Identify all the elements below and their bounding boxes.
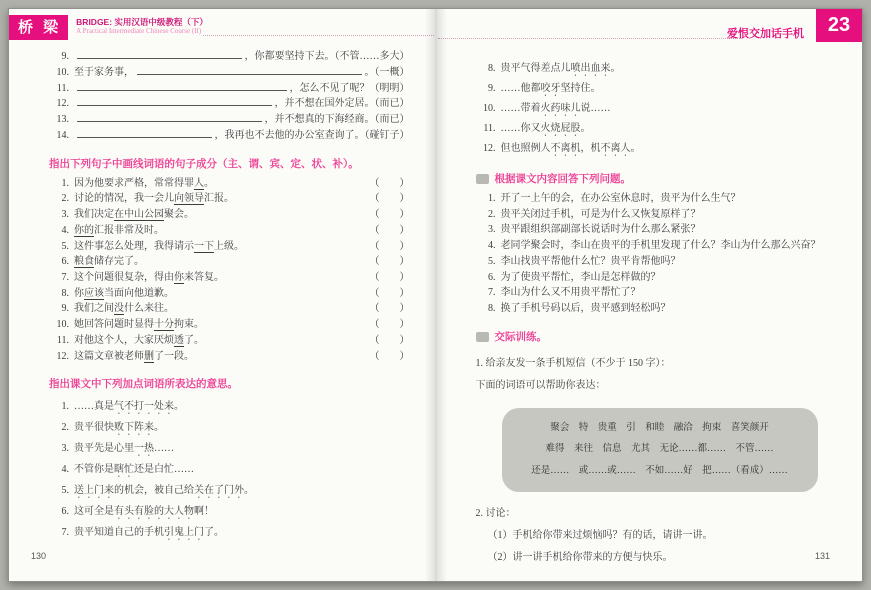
plain-text: 因为他要求严格，常常得罪 (74, 177, 194, 189)
plain-text: 我们决定 (74, 209, 114, 221)
plain-text: 说…… (580, 103, 611, 114)
plain-text: 了一段。 (154, 350, 194, 362)
plain-text: 你 (74, 287, 84, 299)
exercise-item (49, 349, 410, 365)
dotted-phrase: 火药味儿 (540, 103, 581, 114)
plain-text: ……他都 (500, 83, 541, 94)
task1-hint: 下面的词语可以帮助你表达： (475, 379, 606, 391)
dotted-phrase: 火烧屁股 (540, 123, 581, 134)
sentence-component-list (49, 176, 410, 364)
dotted-phrase: 不离机 (550, 143, 581, 154)
item-number: 12. (56, 350, 69, 362)
plain-text: 了。 (184, 334, 204, 346)
exercise-item (49, 81, 410, 97)
item-text: ，怎么不见了呢？（明明） (289, 82, 410, 94)
answer-bracket: （ ） (369, 303, 410, 315)
plain-text: 还是白忙…… (134, 464, 194, 476)
item-text (74, 417, 164, 438)
series-subtitle-row (76, 27, 435, 36)
page-right (436, 9, 863, 581)
plain-text: 但也照例人 (500, 143, 551, 154)
plain-text: 讨论的情况，我一会儿 (74, 193, 174, 205)
item-text (501, 99, 611, 119)
underlined-phrase: 没 (114, 303, 124, 315)
item-number: 8. (488, 63, 496, 74)
exercise-item (49, 301, 410, 317)
plain-text: 这篇文章被老师 (74, 350, 144, 362)
underlined-phrase: 你的 (74, 224, 94, 236)
fill-in-blank (77, 90, 287, 91)
underlined-phrase: 在中山公园 (114, 209, 164, 221)
exercise-item (49, 239, 410, 255)
underlined-phrase: 一下 (194, 240, 214, 252)
vocabulary-line: 难得 来往 信息 尤其 无论……都…… 不管…… (545, 444, 774, 455)
question-text: 开了一上午的会，在办公室休息时，贵平为什么生气？ (500, 193, 741, 204)
exercise-item (476, 79, 841, 99)
item-number: 7. (488, 287, 496, 299)
comprehension-question-list (476, 191, 841, 317)
exercise-item (476, 191, 841, 207)
plain-text: 这个问题很复杂，得由 (74, 272, 174, 283)
underlined-phrase: 人 (194, 177, 204, 189)
item-number: 11. (483, 123, 496, 134)
item-number: 1. (61, 401, 69, 413)
plain-text: 这件事怎么处理，我得请示 (74, 240, 194, 252)
answer-bracket: （ ） (369, 287, 410, 299)
exercise-item (49, 317, 410, 333)
item-text (74, 223, 362, 239)
plain-text: 。 (244, 485, 254, 497)
exercise-item (49, 459, 410, 480)
answer-bracket: （ ） (369, 256, 410, 268)
item-text (74, 317, 362, 333)
exercise-item (476, 254, 841, 270)
item-text: 。（一概） (364, 66, 410, 78)
answer-bracket: （ ） (369, 193, 410, 205)
underlined-phrase: 你 (174, 272, 184, 283)
item-text (74, 480, 254, 501)
plain-text: ……你又 (500, 123, 541, 134)
plain-text: 。 (580, 123, 591, 134)
exercise-item (49, 112, 410, 128)
exercise-item (49, 65, 410, 81)
task1-instruction: 1. 给亲友发一条手机短信（不少于 150 字）： (475, 357, 671, 369)
item-number: 6. (61, 256, 69, 268)
dotted-words-list (49, 396, 410, 543)
plain-text: 她回答问题时显得 (74, 319, 154, 331)
chapter-title: 爱恨交加话手机 (727, 28, 804, 40)
item-text (74, 396, 184, 417)
item-text (74, 239, 362, 255)
section-title-text: 交际训练。 (494, 330, 547, 343)
item-number: 4. (61, 464, 69, 476)
exercise-item (49, 128, 410, 144)
answer-bracket: （ ） (369, 240, 410, 252)
dotted-phrase: 喷出血来 (570, 63, 611, 74)
item-number: 4. (61, 224, 69, 236)
section-bullet-icon (476, 332, 489, 342)
exercise-item (476, 207, 841, 223)
exercise-item (49, 522, 410, 543)
vocabulary-line: 还是…… 或……或…… 不如……好 把……（看成）…… (531, 465, 788, 476)
exercise-item (49, 438, 410, 459)
fill-in-blank (77, 58, 242, 59)
exercise-item (49, 254, 410, 270)
brand-logo: 桥 梁 (9, 15, 68, 40)
answer-bracket: （ ） (369, 350, 410, 362)
vocabulary-line: 聚会 特 贵重 引 和睦 融洽 拘束 喜笑颜开 (550, 422, 769, 433)
item-text: ，我再也不去他的办公室查询了。（碰钉子） (214, 129, 410, 141)
item-number: 2. (488, 208, 496, 220)
item-text: 至于家务事， (74, 66, 134, 78)
item-text: ，你都要坚持下去。（不管……多大） (244, 51, 410, 62)
item-text (501, 119, 591, 139)
dotted-phrase: 瞎忙 (114, 464, 134, 476)
item-text (501, 59, 621, 79)
plain-text: 贵平气得差点儿 (500, 63, 571, 74)
item-number: 5. (488, 255, 496, 267)
plain-text: 来答复。 (184, 272, 224, 283)
exercise-item (49, 207, 410, 223)
item-text (74, 459, 194, 480)
section-title-text: 指出下列句子中画线词语的句子成分（主、谓、宾、定、状、补）。 (49, 157, 359, 170)
item-number: 12. (56, 98, 69, 110)
exercise-item (49, 176, 410, 192)
plain-text: 我们之间 (74, 303, 114, 315)
page-number-left: 130 (31, 551, 47, 561)
plain-text: 坚持住。 (560, 83, 601, 94)
plain-text: 什么来往。 (124, 303, 174, 315)
question-text: 为了使贵平帮忙，李山是怎样做的？ (500, 271, 661, 283)
plain-text: 拘束。 (174, 319, 204, 331)
item-number: 10. (483, 103, 496, 114)
answer-bracket: （ ） (369, 319, 410, 331)
item-number: 2. (61, 193, 69, 205)
dotted-phrase: 有头有脸的大人物 (114, 506, 194, 518)
item-number: 11. (56, 334, 69, 346)
plain-text: 的机会，被自己给 (114, 485, 194, 497)
item-number: 3. (61, 443, 69, 455)
item-number: 5. (61, 240, 69, 252)
exercise-item (49, 270, 410, 286)
answer-bracket: （ ） (369, 272, 410, 283)
dotted-words-list-continued (476, 59, 841, 159)
item-text (501, 139, 641, 159)
exercise-item (49, 96, 410, 112)
dotted-leader (203, 28, 433, 36)
item-number: 6. (61, 506, 69, 518)
fill-in-blank (137, 74, 362, 75)
item-text (74, 349, 362, 365)
question-text: 换了手机号码以后，贵平感到轻松吗？ (500, 302, 671, 314)
item-text (74, 254, 362, 270)
plain-text: 不管你是 (74, 464, 114, 476)
underlined-phrase: 应该 (84, 287, 104, 299)
item-number: 8. (488, 302, 496, 314)
item-text (74, 501, 214, 522)
question-text: 老同学聚会时，李山在贵平的手机里发现了什么？李山为什么那么兴奋？ (500, 240, 821, 252)
plain-text: 。 (174, 401, 184, 413)
plain-text: 了。 (204, 527, 224, 539)
answer-bracket: （ ） (369, 334, 410, 346)
exercise-item (476, 139, 841, 159)
exercise-item (476, 119, 841, 139)
item-text (74, 191, 362, 207)
plain-text: 贵平知道自己的手机 (74, 527, 164, 539)
plain-text: 汇报。 (204, 193, 234, 205)
item-number: 7. (61, 527, 69, 539)
item-number: 4. (488, 240, 496, 252)
fill-in-blank (77, 121, 262, 122)
plain-text: ，机 (580, 143, 601, 154)
exercise-item (49, 480, 410, 501)
exercise-item (476, 59, 841, 79)
item-text (74, 286, 362, 302)
item-text: ，并不想在国外定居。（而已） (274, 98, 410, 110)
plain-text: 。 (204, 177, 214, 189)
item-number: 7. (61, 272, 69, 283)
item-text (74, 207, 362, 223)
item-text: ，并不想真的下海经商。（而已） (264, 114, 410, 126)
section-title-text: 根据课文内容回答下列问题。 (494, 173, 631, 185)
item-number: 8. (61, 287, 69, 299)
question-text: 贵平跟组织部副部长说话时为什么那么紧张？ (500, 224, 701, 236)
item-number: 9. (61, 51, 69, 62)
item-text (74, 522, 224, 543)
section-title-text: 指出课文中下列加点词语所表达的意思。 (49, 378, 238, 391)
dotted-leader (438, 31, 743, 39)
item-text (74, 438, 174, 459)
plain-text: 对他这个人，大家厌烦 (74, 334, 174, 346)
plain-text: ……真是 (74, 401, 114, 413)
item-number: 1. (61, 177, 69, 189)
plain-text: 聚会。 (164, 209, 194, 221)
plain-text: 上级。 (214, 240, 244, 252)
plain-text: …… (154, 443, 174, 455)
item-number: 10. (56, 66, 69, 78)
dotted-phrase: 引鬼上门 (164, 527, 204, 539)
exercise-item (476, 238, 841, 254)
vocabulary-hint-box (502, 408, 818, 493)
page-left (9, 9, 436, 581)
exercise-item (49, 333, 410, 349)
right-page-content (436, 59, 863, 569)
item-number: 12. (483, 143, 496, 154)
chapter-number-badge: 23 (816, 9, 862, 42)
plain-text: 贵平先是心里 (74, 443, 134, 455)
plain-text: ……带着 (500, 103, 541, 114)
exercise-item (49, 417, 410, 438)
item-number: 6. (488, 271, 496, 283)
section-title-dotted (49, 377, 410, 391)
page-header-left (9, 9, 436, 40)
answer-bracket: （ ） (369, 209, 410, 221)
dotted-phrase: 关在了门外 (194, 485, 244, 497)
exercise-item (49, 501, 410, 522)
plain-text: 这可全是 (74, 506, 114, 518)
page-number-right: 131 (814, 551, 830, 561)
section-title-components (49, 157, 410, 171)
item-number: 3. (488, 224, 496, 236)
exercise-item (49, 191, 410, 207)
plain-text: 储存完了。 (94, 256, 144, 268)
underlined-phrase: 透 (174, 334, 184, 346)
task2-item-2: （2）讲一讲手机给你带来的方便与快乐。 (487, 552, 673, 564)
fill-in-blank (77, 137, 212, 138)
left-page-content (9, 49, 436, 543)
answer-bracket: （ ） (369, 177, 410, 189)
item-number: 9. (488, 83, 496, 94)
item-number: 9. (61, 303, 69, 315)
exercise-item (476, 222, 841, 238)
task2-item-1: （1）手机给你带来过烦恼吗？有的话，请讲一讲。 (487, 530, 713, 542)
dotted-phrase: 不离人 (600, 143, 631, 154)
plain-text: 。 (610, 63, 621, 74)
item-number: 1. (488, 193, 496, 204)
item-text (501, 79, 601, 99)
item-text (74, 333, 362, 349)
underlined-phrase: 粮食 (74, 256, 94, 268)
answer-bracket: （ ） (369, 224, 410, 236)
exercise-item (476, 285, 841, 301)
item-number: 10. (56, 319, 69, 331)
item-text (74, 270, 362, 286)
exercise-item (49, 286, 410, 302)
exercise-item (476, 99, 841, 119)
fill-in-blank (77, 105, 272, 106)
item-number: 3. (61, 209, 69, 221)
plain-text: 贵平很快 (74, 422, 114, 434)
question-text: 贵平关闭过手机，可是为什么又恢复原样了？ (500, 208, 701, 220)
dotted-phrase: 送上门来 (74, 485, 114, 497)
item-number: 2. (61, 422, 69, 434)
item-text (74, 176, 362, 192)
dotted-phrase: 一热 (134, 443, 154, 455)
exercise-item (49, 49, 410, 65)
plain-text: 。 (154, 422, 164, 434)
section-bullet-icon (476, 174, 489, 184)
plain-text: 汇报非常及时。 (94, 224, 164, 236)
question-text: 李山找贵平帮他什么忙？贵平肯帮他吗？ (500, 255, 681, 267)
question-text: 李山为什么又不用贵平帮忙了？ (500, 287, 641, 299)
underlined-phrase: 删 (144, 350, 154, 362)
exercise-item (49, 396, 410, 417)
dotted-phrase: 气不打一处来 (114, 401, 174, 413)
plain-text: 。 (630, 143, 641, 154)
series-info (76, 15, 435, 36)
page-header-right (436, 9, 863, 43)
task2-instruction: 2. 讨论： (475, 508, 516, 520)
item-number: 14. (56, 129, 69, 141)
plain-text: 啊！ (194, 506, 214, 518)
item-number: 13. (56, 114, 69, 126)
item-text (74, 301, 362, 317)
plain-text: 当面向他道歉。 (104, 287, 174, 299)
exercise-item (476, 270, 841, 286)
series-title: BRIDGE: 实用汉语中级教程（下） (76, 17, 208, 27)
underlined-phrase: 向领导 (174, 193, 204, 205)
item-number: 5. (61, 485, 69, 497)
exercise-item (49, 223, 410, 239)
series-subtitle: A Practical Intermediate Chinese Course (II) (76, 27, 202, 35)
fill-in-exercise-list (49, 49, 410, 144)
dotted-phrase: 咬牙 (540, 83, 561, 94)
item-number: 11. (56, 82, 69, 94)
exercise-item (476, 301, 841, 317)
dotted-phrase: 败下阵来 (114, 422, 154, 434)
section-title-questions (476, 172, 841, 186)
section-title-communication (476, 330, 841, 344)
underlined-phrase: 十分 (154, 319, 174, 331)
book-spread (8, 8, 863, 582)
